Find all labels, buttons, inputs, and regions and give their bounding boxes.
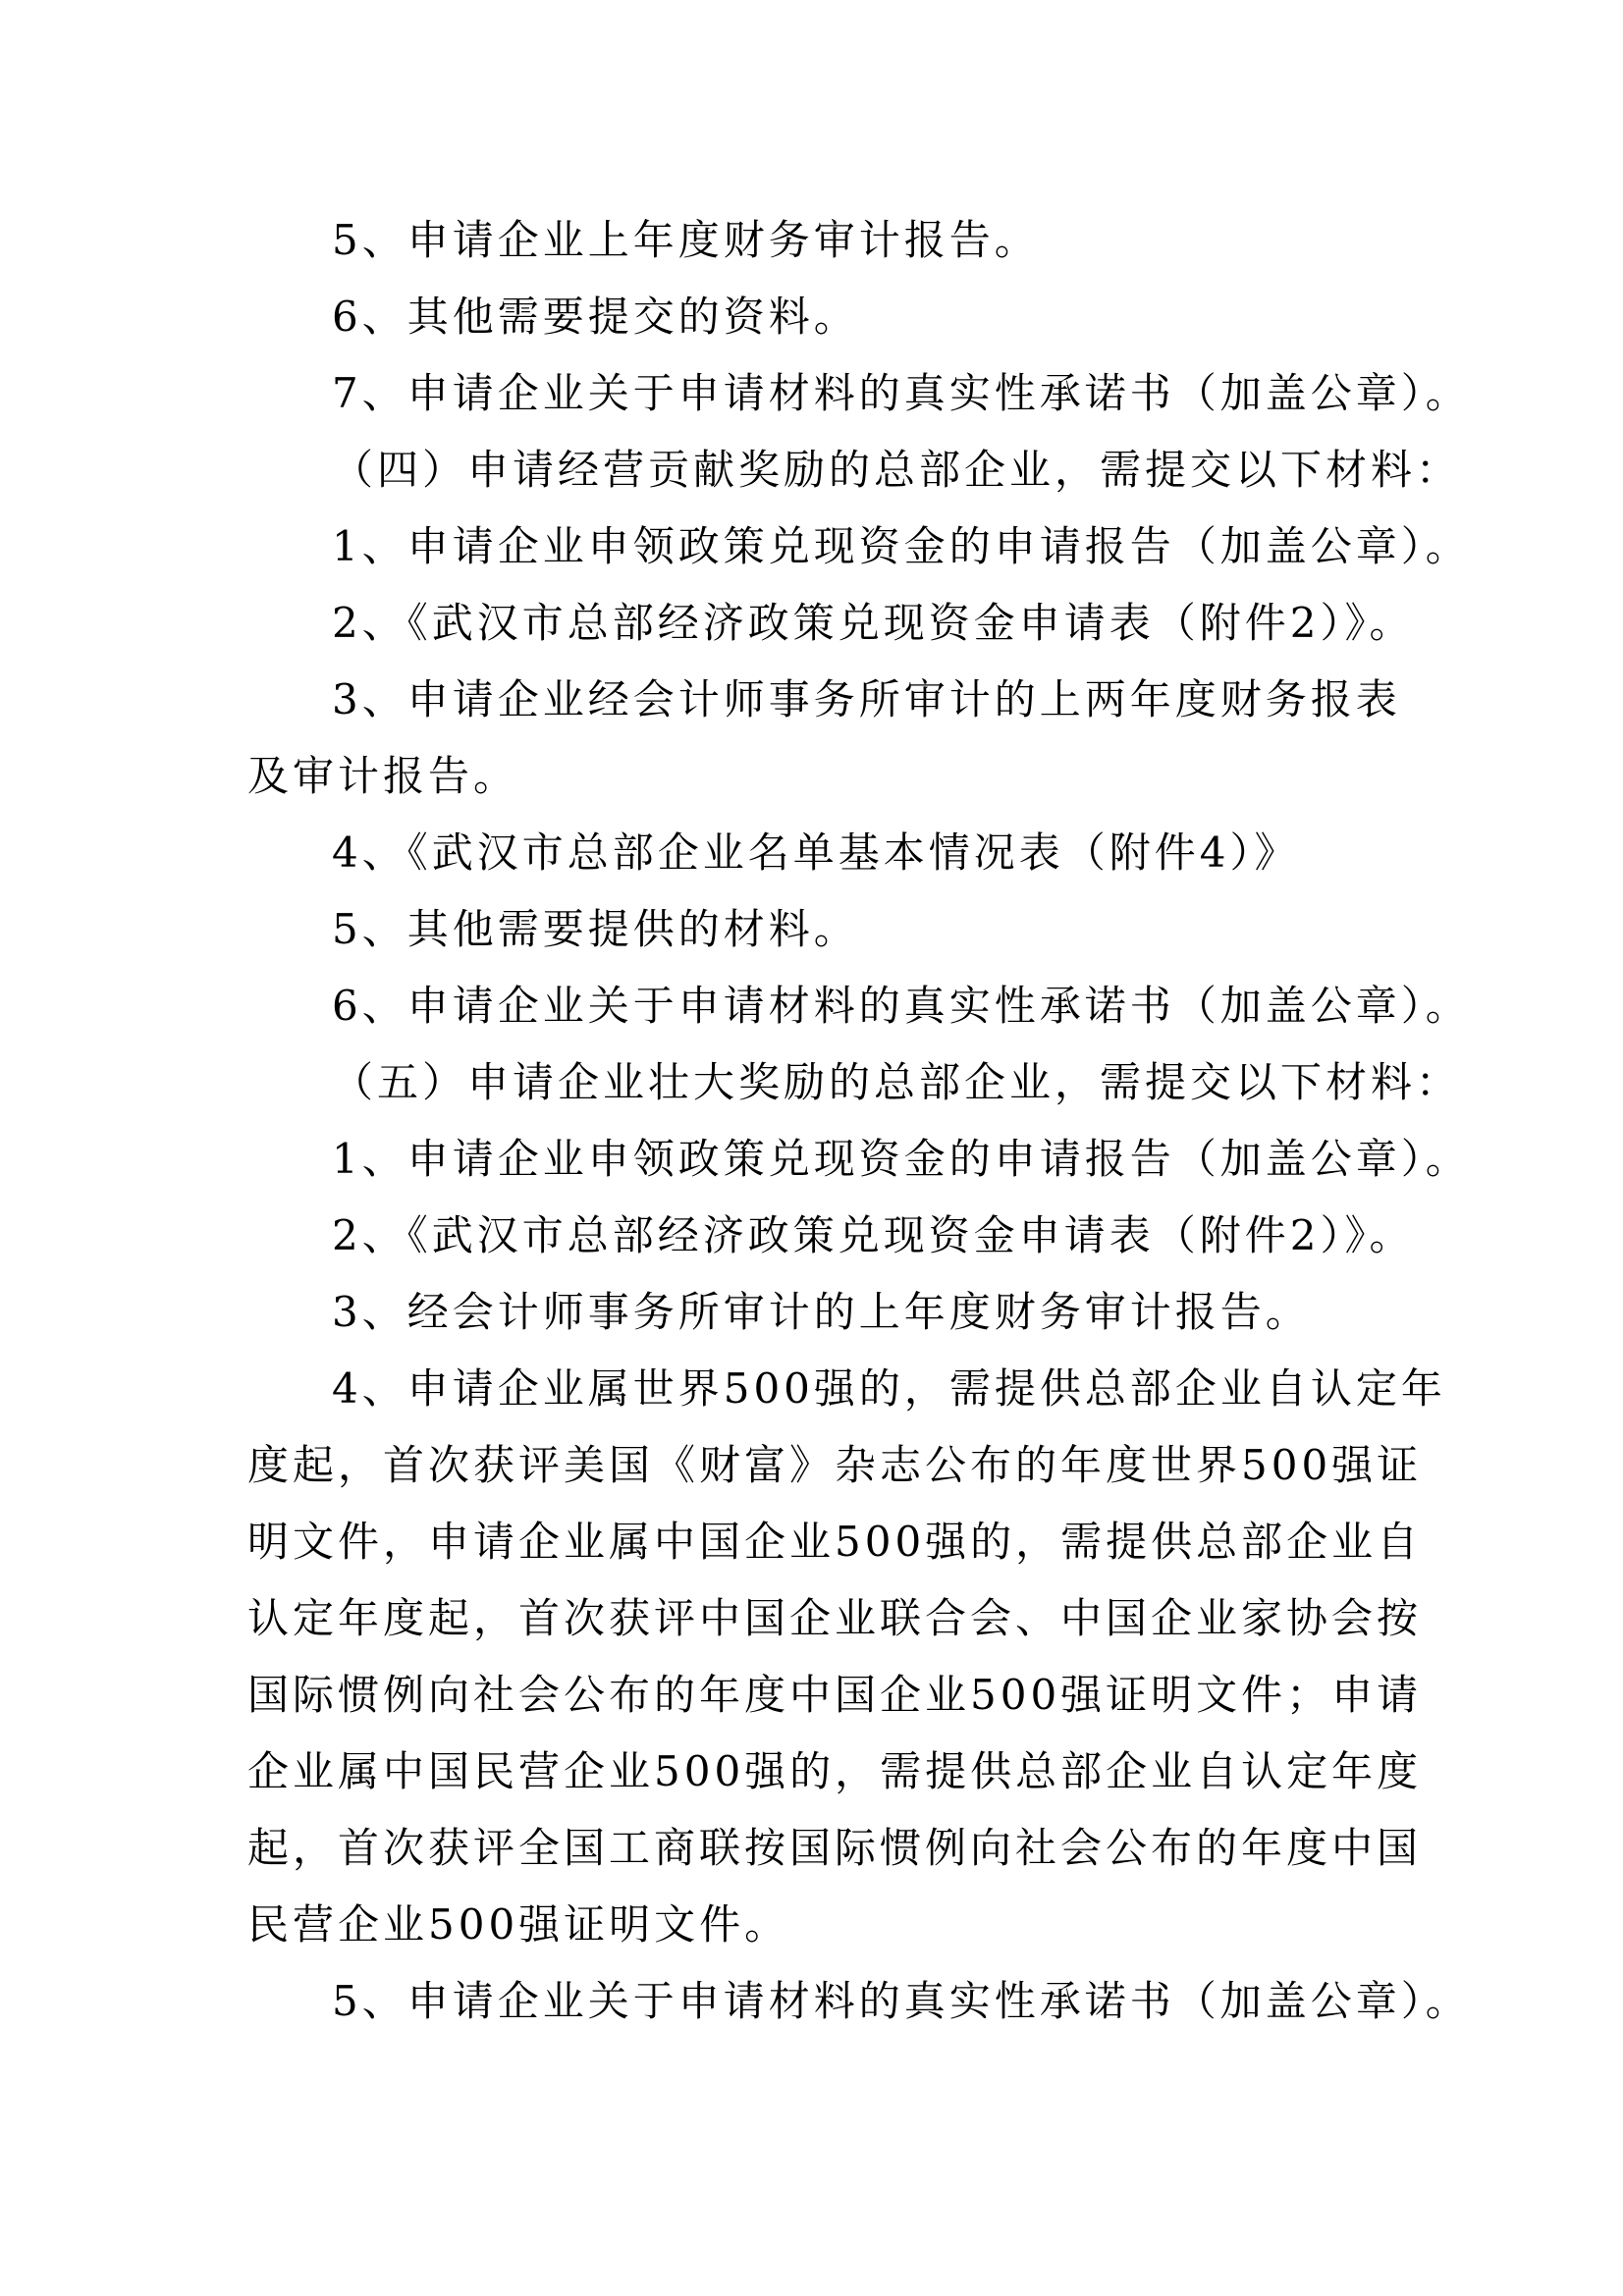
paragraph-line: 4、《武汉市总部企业名单基本情况表（附件4）》 xyxy=(332,828,1300,877)
paragraph-line: 5、申请企业关于申请材料的真实性承诺书（加盖公章）。 xyxy=(332,1977,1471,2025)
section-heading: （五）申请企业壮大奖励的总部企业，需提交以下材料： xyxy=(332,1058,1462,1106)
paragraph-line: 1、申请企业申领政策兑现资金的申请报告（加盖公章）。 xyxy=(332,522,1471,570)
paragraph-line: 明文件，申请企业属中国企业500强的，需提供总部企业自 xyxy=(247,1518,1423,1566)
paragraph-line: 5、其他需要提供的材料。 xyxy=(332,905,859,953)
paragraph-line: 认定年度起，首次获评中国企业联合会、中国企业家协会按 xyxy=(247,1594,1423,1642)
paragraph-line: 企业属中国民营企业500强的，需提供总部企业自认定年度 xyxy=(247,1747,1423,1795)
paragraph-line: 国际惯例向社会公布的年度中国企业500强证明文件；申请 xyxy=(247,1671,1423,1719)
paragraph-line: 3、申请企业经会计师事务所审计的上两年度财务报表 xyxy=(332,675,1401,723)
paragraph-line: 1、申请企业申领政策兑现资金的申请报告（加盖公章）。 xyxy=(332,1135,1471,1183)
paragraph-line: 民营企业500强证明文件。 xyxy=(247,1900,790,1949)
paragraph-line: 及审计报告。 xyxy=(247,752,519,800)
paragraph-line: 2、《武汉市总部经济政策兑现资金申请表（附件2）》。 xyxy=(332,599,1415,647)
paragraph-line: 度起，首次获评美国《财富》杂志公布的年度世界500强证 xyxy=(247,1441,1423,1489)
paragraph-line: 2、《武汉市总部经济政策兑现资金申请表（附件2）》。 xyxy=(332,1211,1415,1259)
paragraph-line: 4、申请企业属世界500强的，需提供总部企业自认定年 xyxy=(332,1364,1446,1413)
paragraph-line: 3、经会计师事务所审计的上年度财务审计报告。 xyxy=(332,1288,1311,1336)
section-heading: （四）申请经营贡献奖励的总部企业，需提交以下材料： xyxy=(332,446,1462,494)
paragraph-line: 6、申请企业关于申请材料的真实性承诺书（加盖公章）。 xyxy=(332,982,1471,1030)
paragraph-line: 7、申请企业关于申请材料的真实性承诺书（加盖公章）。 xyxy=(332,369,1471,417)
paragraph-line: 起，首次获评全国工商联按国际惯例向社会公布的年度中国 xyxy=(247,1824,1423,1872)
paragraph-line: 6、其他需要提交的资料。 xyxy=(332,293,859,341)
paragraph-line: 5、申请企业上年度财务审计报告。 xyxy=(332,216,1040,264)
